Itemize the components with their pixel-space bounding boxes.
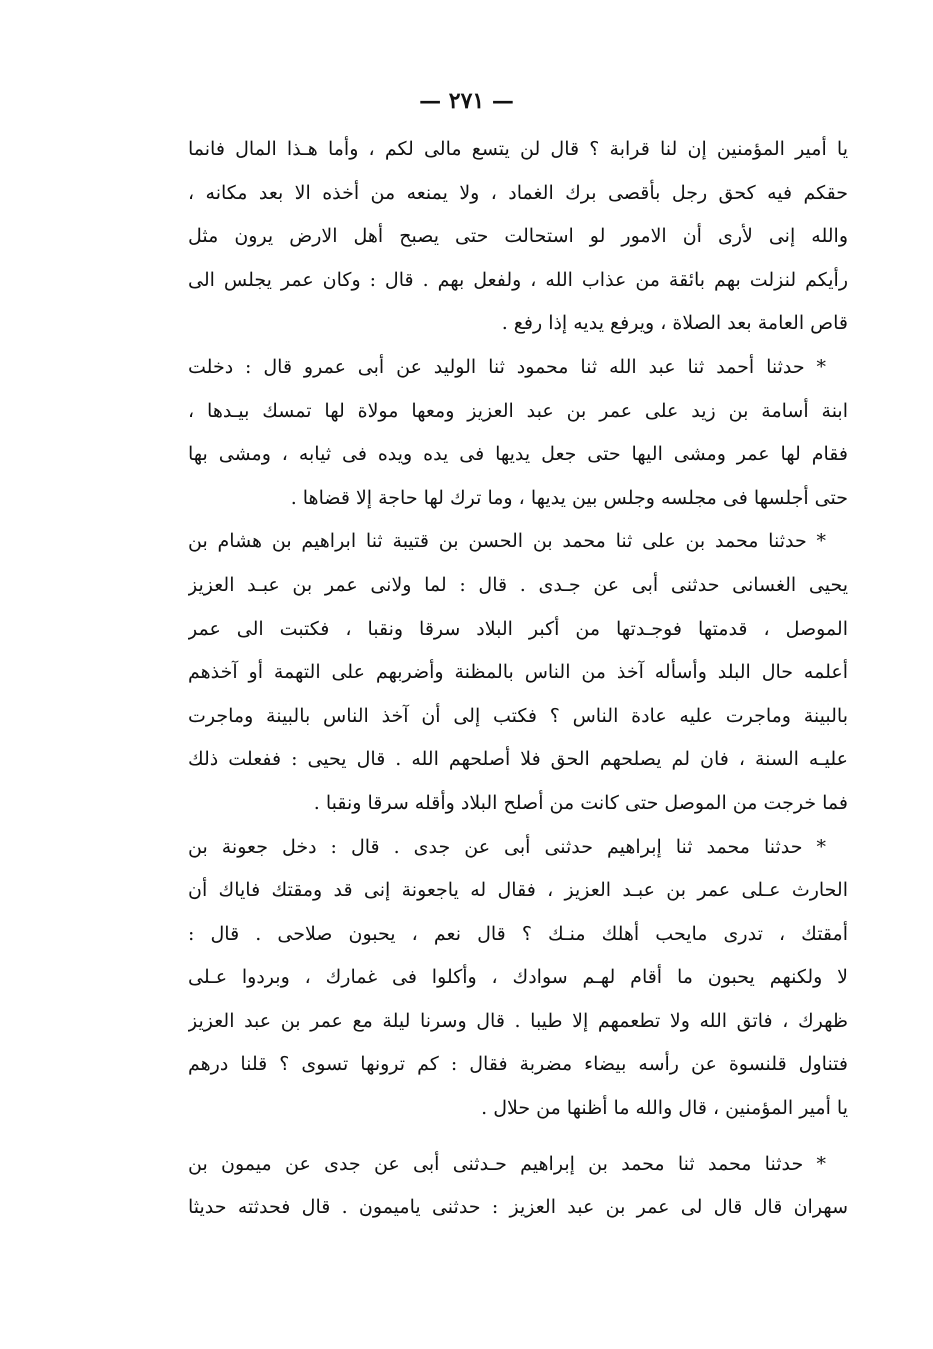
text-line: رأيكم لنزلت بهم بائقة من عذاب الله ، ولفعل بهم . قال : وكان عمر يجلس الى [188,268,848,291]
text-line: ابنة أسامة بن زيد على عمر بن عبد العزيز ومعها مولاة لها تمسك بيـدها ، [188,399,848,422]
text-line: فتناول قلنسوة عن رأسه بيضاء مضربة فقال : كم ترونها تسوى ؟ قلنا درهم [188,1053,848,1076]
text-line: فقام لها عمر ومشى اليها حتى جعل يديها فى يده ويده فى ثيابه ، ومشى بها [188,443,848,466]
text-line: يحيى الغسانى حدثنى أبى عن جـدى . قال : لما ولانى عمر بن عبـد العزيز [188,573,848,596]
paragraph-gap [188,1131,848,1143]
text-line: * حدثنا محمد ثنا محمد بن إبراهيم حـدثنى أبى عن جدى عن ميمون بن [188,1152,826,1175]
text-line: * حدثنا محمد ثنا إبراهيم حدثنى أبى عن جدى . قال : دخل جعونة بن [188,835,826,858]
page-number: — ٢٧١ — [419,88,514,114]
text-line: لا ولكنهم يحبون ما أقام لهـم سوادك ، وأكلوا فى غمارك ، وبردوا عـلى [188,966,848,989]
text-line: قاص العامة بعد الصلاة ، ويرفع يديه إذا رفع . [501,312,848,335]
text-line: يا أمير المؤمنين ، قال والله ما أظنها من حلال . [481,1097,848,1120]
text-line: أمقتك ، تدرى مايحب أهلك منـك ؟ قال نعم ، يحبون صلاحى . قال : [188,922,848,945]
text-line: * حدثنا أحمد ثنا عبد الله ثنا محمود ثنا الوليد عن أبى عمرو قال : دخلت [188,355,826,378]
body-text [188,128,848,1230]
text-line: والله إنى لأرى أن الامور لو استحالت حتى يصبح أهل الارض يرون مثل [188,225,848,248]
text-line: بالبينة وماجرت عليه عادة الناس ؟ فكتب إلى أن آخذ الناس بالبينة وماجرت [188,704,848,727]
text-line: أعلمه حال البلد وأسأله آخذ من الناس بالمظنة وأضربهم على التهمة أو آخذهم [188,661,848,684]
text-line: عليـه السنة ، فان لم يصلحهم الحق فلا أصلحهم الله . قال يحيى : ففعلت ذلك [188,748,848,771]
text-line: الحارث عـلى عمر بن عبـد العزيز ، فقال له ياجعونة إنى قد ومقتك فاياك أن [188,879,848,902]
text-line: فما خرجت من الموصل حتى كانت من أصلح البلاد وأقله سرقا ونقبا . [313,791,848,814]
text-line: ظهرك ، فاتق الله ولا تطعمهم إلا طيبا . قال وسرنا ليلة مع عمر بن عبد العزيز [188,1009,848,1032]
text-line: الموصل ، قدمتها فوجـدتها من أكبر البلاد سرقا ونقبا ، فكتبت الى عمر [188,617,848,640]
text-line: حقكم فيه كحق رجل بأقصى برك الغماد ، ولا يمنعه من أخذه الا بعد مكانه ، [188,181,848,204]
text-line: * حدثنا محمد بن على ثنا محمد بن الحسن بن قتيبة ثنا ابراهيم بن هشام بن [188,530,826,553]
text-line: يا أمير المؤمنين إن لنا قرابة ؟ قال لن يتسع مالى لكم ، وأما هـذا المال فانما [188,138,848,160]
text-line: سهران قال قال لى عمر بن عبد العزيز : حدثنى ياميمون . قال فحدثته حديثا [188,1196,848,1219]
text-line: حتى أجلسها فى مجلسه وجلس بين يديها ، وما ترك لها حاجة إلا قضاها . [290,486,848,509]
